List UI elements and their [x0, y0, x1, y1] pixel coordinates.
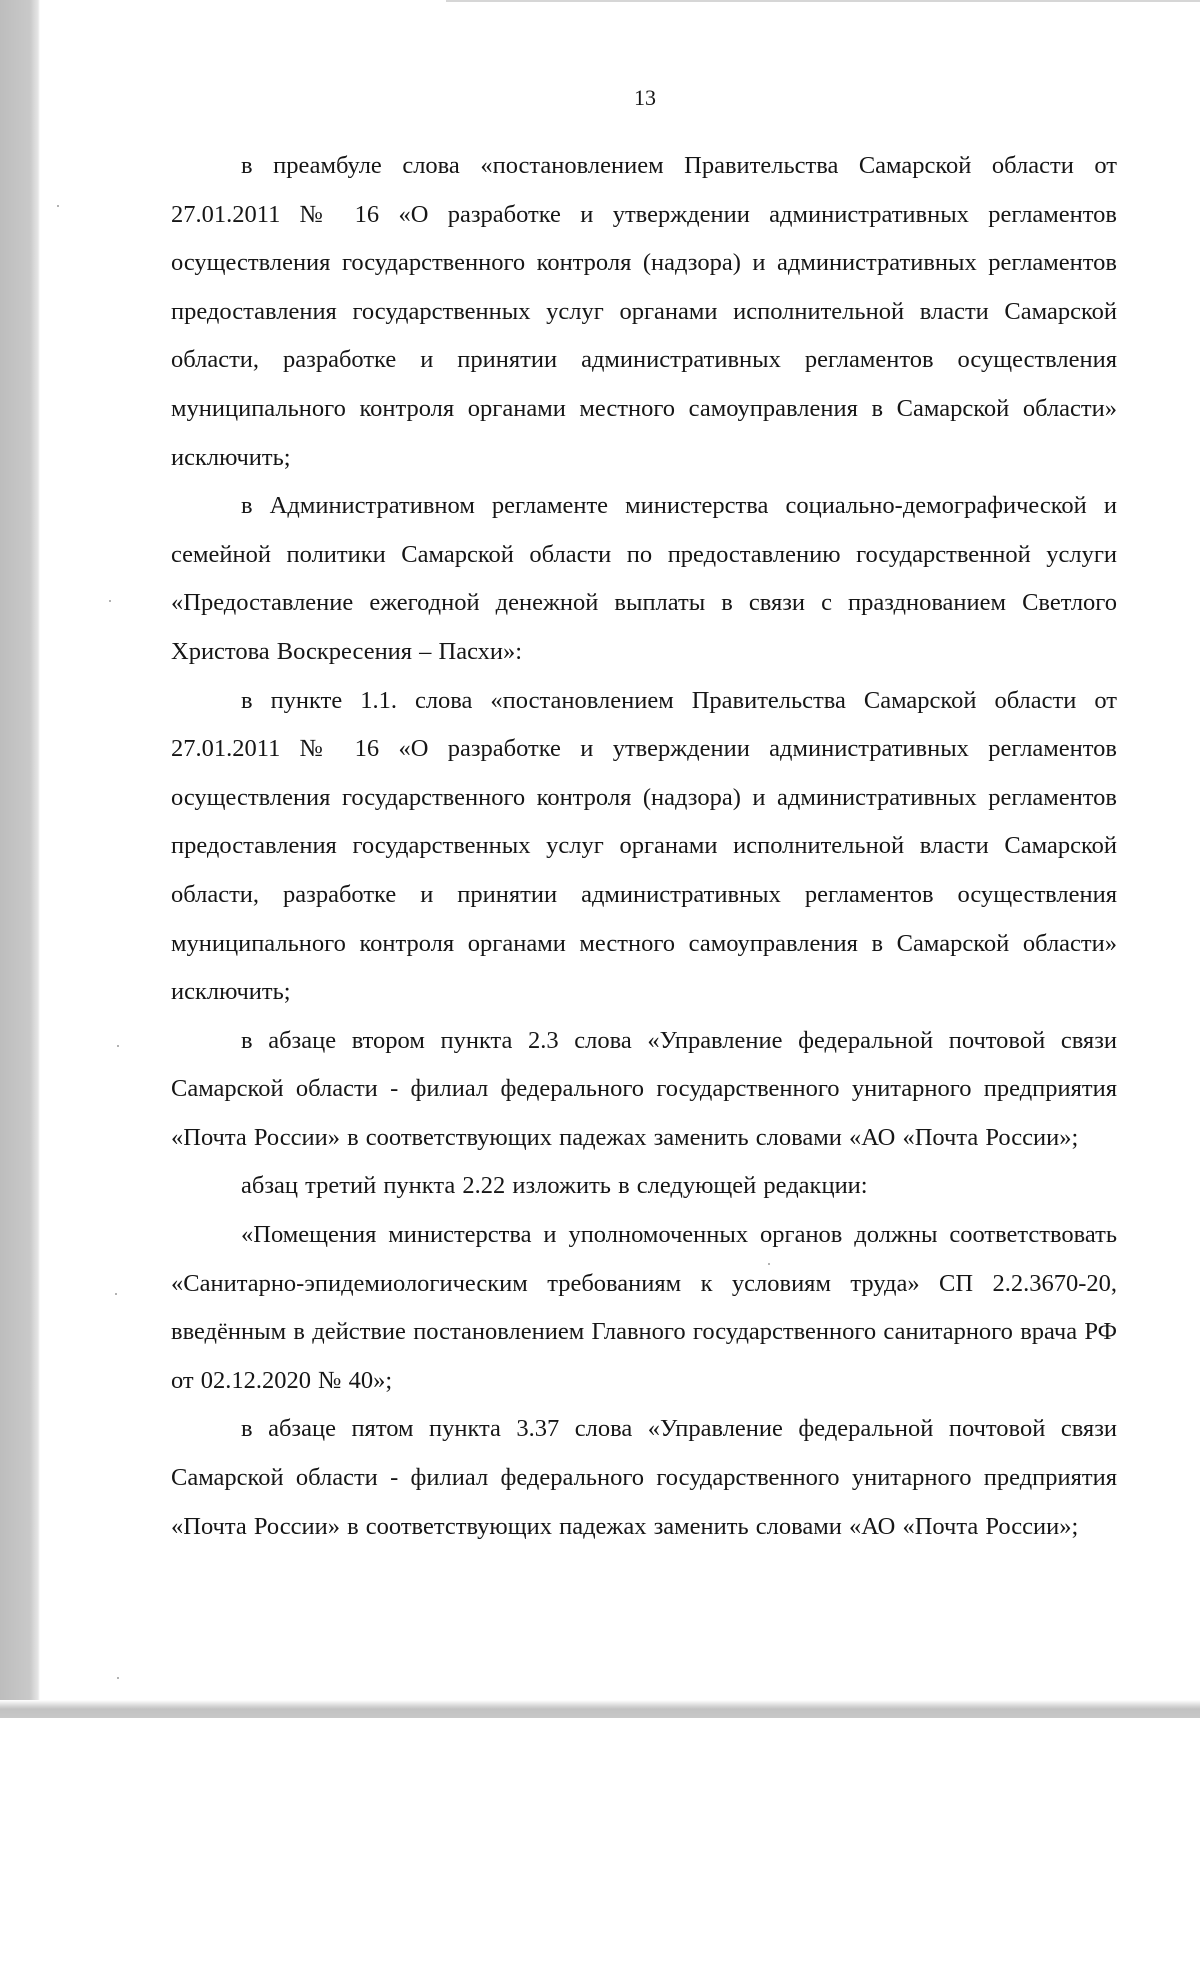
paragraph-preamble: в преамбуле слова «постановлением Правительства Самарской области от 27.01.2011 № 16 «О разработке и утверждении административных регламентов осуществления государственного контроля (надзора) и административных регламентов предоставления государственных услуг органами исполнительной власти Самарской области, разработке и принятии административных регламентов осуществления муниципального контроля органами местного самоуправления в Самарской области» исключить; — [171, 152, 1117, 471]
scan-top-edge — [446, 0, 1200, 2]
document-body — [171, 142, 1117, 1551]
page-number: 13 — [634, 85, 656, 110]
paragraph-premises-requirements: «Помещения министерства и уполномоченных органов должны соответствовать «Санитарно-эпидемиологическим требованиям к условиям труда» СП 2.2.3670-20, введённым в действие постановлением Главного государственного санитарного врача РФ от 02.12.2020 № 40»; — [171, 1221, 1117, 1394]
paragraph-clause-3-37: в абзаце пятом пункта 3.37 слова «Управление федеральной почтовой связи Самарской области - филиал федерального государственного унитарного предприятия «Почта России» в соответствующих падежах заменить словами «АО «Почта России»; — [171, 1415, 1117, 1540]
scan-bottom-shadow — [0, 1700, 1200, 1718]
paragraph-clause-2-3: в абзаце втором пункта 2.3 слова «Управление федеральной почтовой связи Самарской области - филиал федерального государственного унитарного предприятия «Почта России» в соответствующих падежах заменить словами «АО «Почта России»; — [171, 1026, 1117, 1151]
paragraph-clause-2-22: абзац третий пункта 2.22 изложить в следующей редакции: — [241, 1172, 868, 1200]
scan-speck — [57, 205, 59, 207]
scan-left-shadow — [0, 0, 40, 1718]
scan-speck — [115, 1293, 117, 1295]
scan-speck — [109, 600, 111, 602]
paragraph-clause-1-1: в пункте 1.1. слова «постановлением Правительства Самарской области от 27.01.2011 № 16 «О разработке и утверждении административных регламентов осуществления государственного контроля (надзора) и административных регламентов предоставления государственных услуг органами исполнительной власти Самарской области, разработке и принятии административных регламентов осуществления муниципального контроля органами местного самоуправления в Самарской области» исключить; — [171, 686, 1117, 1006]
scan-speck — [117, 1677, 119, 1679]
paragraph-regulation-intro: в Административном регламенте министерства социально-демографической и семейной политики Самарской области по предоставлению государственной услуги «Предоставление ежегодной денежной выплаты в связи с празднованием Светлого Христова Воскресения – Пасхи»: — [171, 492, 1117, 665]
scan-speck — [117, 1045, 119, 1047]
